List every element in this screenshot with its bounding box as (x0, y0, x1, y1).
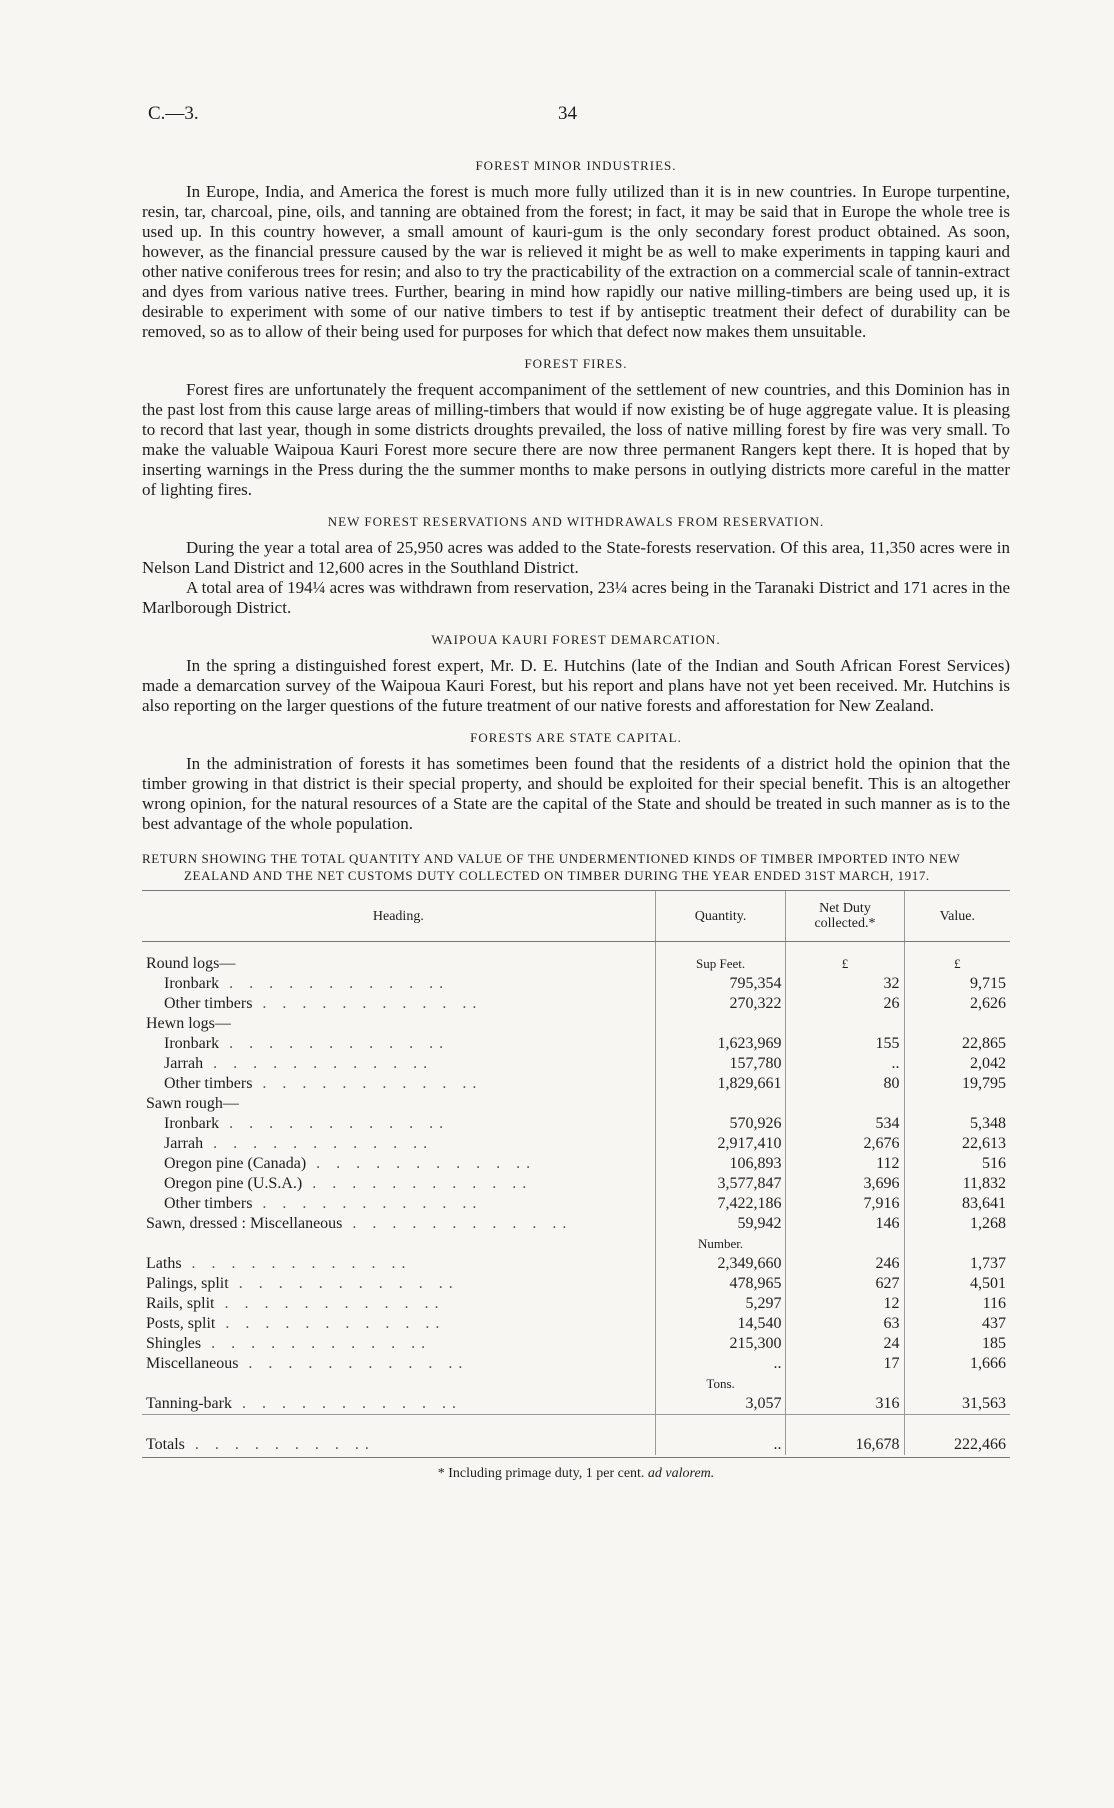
row-label-text: Oregon pine (U.S.A.) (164, 1175, 303, 1192)
header-value: Value. (904, 891, 1010, 942)
row-label (142, 1394, 655, 1415)
leader-dots: . . . . . . . . . . .. (252, 995, 483, 1012)
cell-duty: 534 (786, 1114, 904, 1134)
paragraph: In the administration of forests it has sometimes been found that the residents of a district hold the opinion that the timber growing in that district is their special property, and should be exploited for their special benefit. This is an altogether wrong opinion, for the natural resources of a State are the capital of the State and should be treated in such manner as is to the best advantage of the whole population. (142, 754, 1010, 833)
page-header (148, 104, 1008, 128)
cell-value: 437 (904, 1314, 1010, 1334)
row-label-text: Tanning-bark (146, 1395, 232, 1412)
table-body (142, 942, 1010, 1456)
cell-duty (786, 1094, 904, 1114)
cell-quantity: 14,540 (655, 1314, 786, 1334)
section (142, 730, 1010, 834)
row-label-text: Other timbers (164, 1195, 253, 1212)
totals-label (142, 1415, 655, 1456)
table-row (142, 994, 1010, 1014)
table-row (142, 1074, 1010, 1094)
cell-value: 1,666 (904, 1354, 1010, 1374)
row-label-text: Sawn rough— (146, 1095, 239, 1112)
totals-row (142, 1415, 1010, 1456)
cell-quantity: 106,893 (655, 1154, 786, 1174)
cell-quantity: 478,965 (655, 1274, 786, 1294)
header-duty: Net Duty collected.* (786, 891, 904, 942)
cell-value: 19,795 (904, 1074, 1010, 1094)
cell-quantity: 2,917,410 (655, 1134, 786, 1154)
row-label (142, 1114, 655, 1134)
section (142, 158, 1010, 342)
total-duty: 16,678 (786, 1415, 904, 1456)
row-label-text: Ironbark (164, 975, 220, 992)
leader-dots: . . . . . . . . . . .. (214, 1295, 445, 1312)
cell-quantity: 5,297 (655, 1294, 786, 1314)
leader-dots: . . . . . . . . . . .. (203, 1135, 434, 1152)
cell-value: 1,268 (904, 1214, 1010, 1234)
row-label (142, 1014, 655, 1034)
leader-dots: . . . . . . . . . . .. (306, 1155, 537, 1172)
row-label (142, 1354, 655, 1374)
cell-duty: 627 (786, 1274, 904, 1294)
cell-duty: .. (786, 1054, 904, 1074)
row-label (142, 1134, 655, 1154)
paragraph: In Europe, India, and America the forest is much more fully utilized than it is in new countries. In Europe turpentine, resin, tar, charcoal, pine, oils, and tanning are obtained from the forest; in fact, it may be said that in Europe the whole tree is used up. In this country however, a small amount of kauri-gum is the only secondary forest product obtained. As soon, however, as the financial pressure caused by the war is relieved it might be as well to make experiments in tapping kauri and other native coniferous trees for resin; and also to try the practicability of the extraction on a commercial scale of tannin-extract and dyes from various native trees. Further, bearing in mind how rapidly our native milling-timbers are being used up, it is desirable to experiment with some of our native timbers to test if by antiseptic treatment their defect of durability can be removed, so as to allow of their being used for purposes for which that defect now makes them unsuitable. (142, 182, 1010, 341)
cell-duty: £ (786, 954, 904, 974)
row-label (142, 1294, 655, 1314)
row-label (142, 1234, 655, 1254)
table-row (142, 1334, 1010, 1354)
cell-duty: 155 (786, 1034, 904, 1054)
cell-quantity (655, 1094, 786, 1114)
cell-value: 2,626 (904, 994, 1010, 1014)
table-row (142, 1394, 1010, 1415)
table-row (142, 1174, 1010, 1194)
section (142, 514, 1010, 618)
leader-dots: . . . . . . . . . . .. (302, 1175, 533, 1192)
row-label-text: Oregon pine (Canada) (164, 1155, 307, 1172)
row-label (142, 1034, 655, 1054)
cell-quantity: Sup Feet. (655, 954, 786, 974)
cell-value: 11,832 (904, 1174, 1010, 1194)
cell-quantity (655, 1014, 786, 1034)
table-header-row (142, 891, 1010, 942)
table-row (142, 1314, 1010, 1334)
row-label-text: Sawn, dressed : Miscellaneous (146, 1215, 343, 1232)
cell-quantity: Number. (655, 1234, 786, 1254)
cell-duty: 112 (786, 1154, 904, 1174)
paragraph: Forest fires are unfortunately the frequent accompaniment of the settlement of new countries, and this Dominion has in the past lost from this cause large areas of milling-timbers that would if now existing be of huge aggregate value. It is pleasing to record that last year, though in some districts droughts prevailed, the loss of native milling forest by fire was very small. To make the valuable Waipoua Kauri Forest more secure there are now three permanent Rangers kept there. It is hoped that by inserting warnings in the Press during the the summer months to make persons in outlying districts more careful in the matter of lighting fires. (142, 380, 1010, 499)
cell-duty: 12 (786, 1294, 904, 1314)
total-value: 222,466 (904, 1415, 1010, 1456)
timber-return-table (142, 891, 1010, 1455)
row-label (142, 1374, 655, 1394)
table-row (142, 1214, 1010, 1234)
table-row (142, 1034, 1010, 1054)
document-body (142, 158, 1010, 1484)
header-quantity: Quantity. (655, 891, 786, 942)
cell-quantity: 3,057 (655, 1394, 786, 1415)
row-label-text: Posts, split (146, 1315, 216, 1332)
table-row (142, 1094, 1010, 1114)
leader-dots: . . . . . . . . . . .. (238, 1355, 469, 1372)
table-row (142, 1294, 1010, 1314)
cell-value (904, 1014, 1010, 1034)
row-label (142, 994, 655, 1014)
leader-dots: . . . . . . . . . . .. (201, 1335, 432, 1352)
table-row (142, 1234, 1010, 1254)
cell-quantity: 1,623,969 (655, 1034, 786, 1054)
cell-quantity: 795,354 (655, 974, 786, 994)
row-label-text: Miscellaneous (146, 1355, 239, 1372)
row-label-text: Shingles (146, 1335, 202, 1352)
cell-quantity: 7,422,186 (655, 1194, 786, 1214)
row-label-text: Laths (146, 1255, 182, 1272)
cell-value: 22,865 (904, 1034, 1010, 1054)
cell-duty: 3,696 (786, 1174, 904, 1194)
cell-duty: 2,676 (786, 1134, 904, 1154)
leader-dots: . . . . . . . . .. (184, 1436, 375, 1453)
cell-quantity: 215,300 (655, 1334, 786, 1354)
cell-value (904, 1374, 1010, 1394)
leader-dots: . . . . . . . . . . .. (342, 1215, 573, 1232)
row-label (142, 1094, 655, 1114)
cell-duty: 7,916 (786, 1194, 904, 1214)
cell-value: 185 (904, 1334, 1010, 1354)
section (142, 632, 1010, 716)
row-label (142, 1254, 655, 1274)
footnote: * Including primage duty, 1 per cent. ad valorem. (437, 1466, 715, 1481)
row-label-text: Jarrah (164, 1055, 204, 1072)
cell-duty (786, 1014, 904, 1034)
cell-value (904, 1234, 1010, 1254)
cell-value: 4,501 (904, 1274, 1010, 1294)
cell-value: 9,715 (904, 974, 1010, 994)
table-row (142, 1194, 1010, 1214)
cell-quantity: 157,780 (655, 1054, 786, 1074)
row-label (142, 974, 655, 994)
cell-quantity: 570,926 (655, 1114, 786, 1134)
leader-dots: . . . . . . . . . . .. (219, 1115, 450, 1132)
cell-duty: 80 (786, 1074, 904, 1094)
table-row (142, 1134, 1010, 1154)
cell-value (904, 1094, 1010, 1114)
leader-dots: . . . . . . . . . . .. (231, 1395, 462, 1412)
cell-duty: 63 (786, 1314, 904, 1334)
return-title: RETURN SHOWING THE TOTAL QUANTITY AND VALUE OF THE UNDERMENTIONED KINDS OF TIMBER IMPORTED INTO NEW ZEALAND AND THE NET CUSTOMS DUTY COLLECTED ON TIMBER DURING THE YEAR ENDED 31ST MARCH, 1917. (142, 851, 961, 883)
row-label (142, 1274, 655, 1294)
cell-quantity: 2,349,660 (655, 1254, 786, 1274)
cell-value: 2,042 (904, 1054, 1010, 1074)
cell-value: 22,613 (904, 1134, 1010, 1154)
spacer-row (142, 942, 1010, 955)
leader-dots: . . . . . . . . . . .. (203, 1055, 434, 1072)
cell-duty: 146 (786, 1214, 904, 1234)
row-label-text: Palings, split (146, 1275, 229, 1292)
row-label (142, 1194, 655, 1214)
leader-dots: . . . . . . . . . . .. (215, 1315, 446, 1332)
document-reference: C.—3. (148, 103, 199, 124)
cell-value: £ (904, 954, 1010, 974)
section-title: FOREST FIRES. (524, 356, 628, 371)
cell-quantity: 270,322 (655, 994, 786, 1014)
cell-value: 116 (904, 1294, 1010, 1314)
cell-duty: 316 (786, 1394, 904, 1415)
header-heading: Heading. (142, 891, 655, 942)
leader-dots: . . . . . . . . . . .. (252, 1075, 483, 1092)
leader-dots: . . . . . . . . . . .. (181, 1255, 412, 1272)
row-label-text: Other timbers (164, 995, 253, 1012)
leader-dots: . . . . . . . . . . .. (252, 1195, 483, 1212)
cell-duty: 32 (786, 974, 904, 994)
row-label (142, 1174, 655, 1194)
table-row (142, 1254, 1010, 1274)
row-label (142, 1074, 655, 1094)
leader-dots: . . . . . . . . . . .. (219, 1035, 450, 1052)
cell-value: 5,348 (904, 1114, 1010, 1134)
table-row (142, 1274, 1010, 1294)
row-label-text: Round logs— (146, 955, 236, 972)
table-row (142, 1354, 1010, 1374)
leader-dots: . . . . . . . . . . .. (219, 975, 450, 992)
row-label (142, 1154, 655, 1174)
paragraph: In the spring a distinguished forest expert, Mr. D. E. Hutchins (late of the Indian and South African Forest Services) made a demarcation survey of the Waipoua Kauri Forest, but his report and plans have not yet been received. Mr. Hutchins is also reporting on the larger questions of the future treatment of our native forests and afforestation for New Zealand. (142, 656, 1010, 715)
table-row (142, 954, 1010, 974)
cell-value: 83,641 (904, 1194, 1010, 1214)
row-label-text: Rails, split (146, 1295, 215, 1312)
table-row (142, 1014, 1010, 1034)
cell-duty (786, 1234, 904, 1254)
cell-duty: 24 (786, 1334, 904, 1354)
row-label-text: Hewn logs— (146, 1015, 231, 1032)
section-title: NEW FOREST RESERVATIONS AND WITHDRAWALS FROM RESERVATION. (327, 514, 825, 529)
leader-dots: . . . . . . . . . . .. (228, 1275, 459, 1292)
cell-duty (786, 1374, 904, 1394)
cell-duty: 26 (786, 994, 904, 1014)
table-row (142, 1114, 1010, 1134)
row-label-text: Ironbark (164, 1035, 220, 1052)
table-row (142, 1054, 1010, 1074)
totals-label-text: Totals (146, 1436, 185, 1453)
row-label (142, 1214, 655, 1234)
cell-quantity: 1,829,661 (655, 1074, 786, 1094)
table-row (142, 1154, 1010, 1174)
row-label (142, 1054, 655, 1074)
row-label (142, 954, 655, 974)
cell-quantity: .. (655, 1354, 786, 1374)
cell-value: 1,737 (904, 1254, 1010, 1274)
cell-quantity: 59,942 (655, 1214, 786, 1234)
cell-duty: 17 (786, 1354, 904, 1374)
row-label (142, 1314, 655, 1334)
total-quantity: .. (655, 1415, 786, 1456)
cell-quantity: Tons. (655, 1374, 786, 1394)
row-label-text: Ironbark (164, 1115, 220, 1132)
table-row (142, 974, 1010, 994)
section (142, 356, 1010, 500)
section-title: FORESTS ARE STATE CAPITAL. (470, 730, 682, 745)
sections (142, 158, 1010, 834)
cell-duty: 246 (786, 1254, 904, 1274)
section-title: FOREST MINOR INDUSTRIES. (475, 158, 677, 173)
table-row (142, 1374, 1010, 1394)
cell-value: 516 (904, 1154, 1010, 1174)
paragraph: During the year a total area of 25,950 acres was added to the State-forests reservation. Of this area, 11,350 acres were in Nelson Land District and 12,600 acres in the Southland District. (142, 538, 1010, 577)
section-title: WAIPOUA KAURI FOREST DEMARCATION. (431, 632, 721, 647)
row-label-text: Other timbers (164, 1075, 253, 1092)
cell-quantity: 3,577,847 (655, 1174, 786, 1194)
table-bottom-rule (142, 1457, 1010, 1458)
paragraph: A total area of 194¼ acres was withdrawn from reservation, 23¼ acres being in the Taranaki District and 171 acres in the Marlborough District. (142, 578, 1010, 617)
cell-value: 31,563 (904, 1394, 1010, 1415)
row-label-text: Jarrah (164, 1135, 204, 1152)
page-number: 34 (558, 103, 577, 124)
row-label (142, 1334, 655, 1354)
